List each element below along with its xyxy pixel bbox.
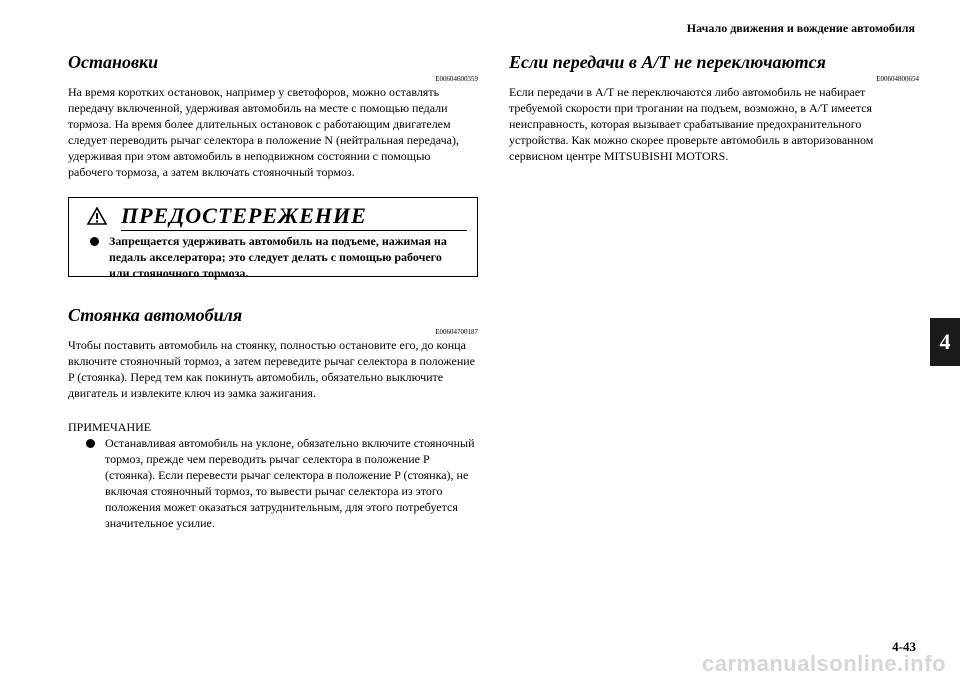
warning-box: [68, 197, 478, 280]
warning-triangle-icon: [87, 207, 107, 225]
watermark: carmanualsonline.info: [702, 651, 946, 676]
section-title-stops: Остановки: [68, 52, 159, 72]
section-text-parking: Чтобы поставить автомобиль на стоянку, полностью остановите его, до конца включите стояночный тормоз, а затем переведите рычаг селектора в положение P (стоянка). Перед тем как покинуть автомобиль, обязательно выключите двигатель и извлеките ключ из замка зажигания.: [68, 338, 475, 400]
warning-divider: [121, 230, 467, 231]
section-no-shift: [509, 52, 919, 164]
warning-text: Запрещается удерживать автомобиль на подъеме, нажимая на педаль акселератора; это следует делать с помощью рабочего или стояночного тормоза.: [109, 234, 447, 280]
right-column: [509, 52, 919, 164]
section-title-parking: Стоянка автомобиля: [68, 305, 243, 325]
section-code-stops: E00604600359: [435, 75, 478, 83]
section-code-parking: E00604700187: [435, 328, 478, 336]
section-parking: [68, 305, 478, 531]
running-header: Начало движения и вождение автомобиля: [686, 21, 915, 35]
section-text-no-shift: Если передачи в A/T не переключаются либо автомобиль не набирает требуемой скорости при трогании на подъем, возможно, в A/T имеется неисправность, которая вызывает срабатывание предохранительного устройства. Как можно скорее проверьте автомобиль в авторизованном сервисном центре MITSUBISHI MOTORS.: [509, 85, 874, 163]
section-text-stops: На время коротких остановок, например у светофоров, можно оставлять передачу включенной, удерживая автомобиль на месте с помощью педали тормоза. На время более длительных остановок с работающим двигателем следует переводить рычаг селектора в положение N (нейтральная передача), удерживая при этом автомобиль в неподвижном состоянии с помощью рабочего тормоза, а затем включать стояночный тормоз.: [68, 85, 459, 179]
warning-item: [90, 233, 457, 281]
chapter-tab: 4: [930, 318, 960, 366]
note-item: [86, 435, 478, 531]
note-text: Останавливая автомобиль на уклоне, обязательно включите стояночный тормоз, прежде чем переводить рычаг селектора в положение P (стоянка). Если перевести рычаг селектора в положение P (стоянка), не включая стояночный тормоз, то вывести рычаг селектора из этого положения может оказаться затруднительным, для этого потребуется значительное усилие.: [105, 436, 475, 530]
note-label: ПРИМЕЧАНИЕ: [68, 420, 152, 434]
section-code-no-shift: E00604800654: [876, 75, 919, 83]
section-stops: [68, 52, 478, 180]
page-number: 4-43: [892, 639, 916, 654]
warning-header: [87, 204, 477, 228]
warning-title: ПРЕДОСТЕРЕЖЕНИЕ: [121, 203, 367, 228]
bullet-icon: [90, 237, 99, 246]
left-column: [68, 52, 478, 531]
bullet-icon: [86, 439, 95, 448]
section-title-no-shift: Если передачи в A/T не переключаются: [509, 52, 826, 72]
